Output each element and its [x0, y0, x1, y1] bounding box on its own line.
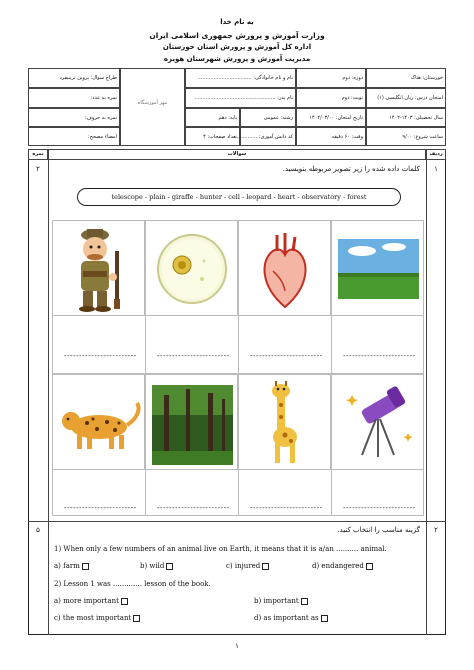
q2-s2-option-a-label: a) more important [54, 597, 119, 605]
basmala: به نام خدا [220, 18, 254, 26]
q1-instruction: کلمات داده شده را زیر تصویر مربوطه بنویسید. [282, 165, 420, 173]
telescope-icon [332, 375, 425, 471]
blank-hunter: ------------------------ [64, 352, 137, 360]
blank-forest: ------------------------ [157, 504, 230, 512]
checkbox-s2-a[interactable] [121, 598, 128, 605]
score-col-divider [48, 160, 49, 635]
info-score-number: نمره به عدد: [28, 88, 120, 108]
info-father-name: نام پدر: ................................................... [185, 88, 296, 108]
image-cell-plain [331, 220, 424, 316]
image-cell-observatory [331, 374, 424, 470]
q2-score: ۵ [36, 526, 40, 534]
q2-sentence-2: 2) Lesson 1 was ............. lesson of the book. [54, 580, 211, 588]
blank-observatory: ------------------------ [343, 504, 416, 512]
blank-cell: ------------------------ [157, 352, 230, 360]
image-grid [52, 220, 424, 516]
info-year: سال تحصیلی: ۱۴۰۳-۱۴۰۲ [366, 108, 446, 127]
blank-plain: ------------------------ [343, 352, 416, 360]
q2-s1-option-b [140, 562, 173, 570]
image-cell-heart [238, 220, 331, 316]
info-duration: وقت: ۶۰ دقیقه [296, 127, 366, 146]
row-col-divider [426, 160, 427, 635]
grid-row1-sep2 [238, 316, 239, 374]
giraffe-icon [239, 375, 332, 471]
q2-sentence-1: 1) When only a few numbers of an animal live on Earth, it means that it is a/an .......... animal. [54, 545, 387, 553]
image-cell-giraffe [238, 374, 331, 470]
col-questions-header: سوالات [48, 149, 426, 160]
q2-instruction: گزینه مناسب را انتخاب کنید. [337, 526, 420, 534]
info-score-text: نمره به حروف: [28, 108, 120, 127]
q1-score: ۲ [36, 165, 40, 173]
grid-row2-sep1 [145, 470, 146, 516]
heart-icon [239, 221, 332, 317]
info-designer: طراح سوال: پروین ترینیفرد [28, 68, 120, 88]
forest-icon [146, 375, 239, 471]
leopard-icon [53, 375, 146, 471]
checkbox-s2-b[interactable] [301, 598, 308, 605]
info-start-time: ساعت شروع: ۹/۰۰ [366, 127, 446, 146]
checkbox-s2-c[interactable] [133, 615, 140, 622]
q2-s1-option-c-label: c) injured [226, 562, 261, 570]
plain-icon [332, 221, 425, 317]
checkbox-s1-b[interactable] [166, 563, 173, 570]
q2-s2-option-c-label: c) the most important [54, 614, 132, 622]
q1-q2-divider [28, 521, 446, 522]
col-score-header: نمره [28, 149, 48, 160]
word-bank-text: telescope - plain - giraffe - hunter - cell - leopard - heart - observatory - forest [111, 193, 367, 201]
q1-number: ۱ [434, 165, 438, 173]
info-term: دوره: دوم [296, 68, 366, 88]
image-cell-leopard [52, 374, 145, 470]
q2-s2-option-d-label: d) as important as [254, 614, 319, 622]
info-pages: تعداد صفحات: ۴ [185, 127, 240, 146]
info-student-name: نام و نام خانوادگی: .................................. [185, 68, 296, 88]
q2-s1-option-d-label: d) endangered [312, 562, 364, 570]
hunter-icon [53, 221, 146, 317]
image-cell-forest [145, 374, 238, 470]
q2-s2-option-d [254, 614, 328, 622]
q2-s1-option-a-label: a) farm [54, 562, 80, 570]
info-field: رشته: عمومی [240, 108, 296, 127]
q2-number: ۲ [434, 526, 438, 534]
checkbox-s1-d[interactable] [366, 563, 373, 570]
grid-row1-sep3 [331, 316, 332, 374]
q2-s2-option-c [54, 614, 140, 622]
page-number: ۱ [235, 642, 239, 650]
info-exam-date: تاریخ امتحان: ۱۴۰۲/۰۳/۰۰ [296, 108, 366, 127]
info-grade: پایه: دهم [185, 108, 240, 127]
word-bank [77, 188, 401, 206]
info-teacher-sign: امضاء مصحح: [28, 127, 120, 146]
info-student-code: کد دانش آموزی: ............... [240, 127, 296, 146]
q2-s1-option-c [226, 562, 269, 570]
info-exam: امتحان درس: زبان انگلیسی (۱) [366, 88, 446, 108]
checkbox-s1-a[interactable] [82, 563, 89, 570]
col-row-header: ردیف [426, 149, 446, 160]
image-cell-hunter [52, 220, 145, 316]
q2-s2-option-a [54, 597, 128, 605]
q2-s2-option-b [254, 597, 308, 605]
checkbox-s2-d[interactable] [321, 615, 328, 622]
blank-leopard: ------------------------ [64, 504, 137, 512]
grid-row2-sep2 [238, 470, 239, 516]
school-seal-label: مهر آموزشگاه [137, 100, 168, 106]
school-seal [120, 68, 185, 146]
ministry-title: وزارت آموزش و پرورش جمهوری اسلامی ایران [149, 31, 325, 40]
q2-s1-option-b-label: b) wild [140, 562, 165, 570]
blank-giraffe: ------------------------ [250, 504, 323, 512]
info-shift: نوبت: دوم [296, 88, 366, 108]
q2-s1-option-d [312, 562, 373, 570]
q2-s1-option-a [54, 562, 89, 570]
info-province: خوزستان: هتاک [366, 68, 446, 88]
grid-row2-sep3 [331, 470, 332, 516]
q2-s2-option-b-label: b) important [254, 597, 299, 605]
grid-row1-sep1 [145, 316, 146, 374]
province-office: اداره کل آموزش و پرورش استان خوزستان [162, 43, 312, 51]
blank-heart: ------------------------ [250, 352, 323, 360]
checkbox-s1-c[interactable] [262, 563, 269, 570]
image-cell-cell [145, 220, 238, 316]
cell-icon [146, 221, 239, 317]
city-office: مدیریت آموزش و پرورش شهرستان هویزه [163, 55, 311, 63]
